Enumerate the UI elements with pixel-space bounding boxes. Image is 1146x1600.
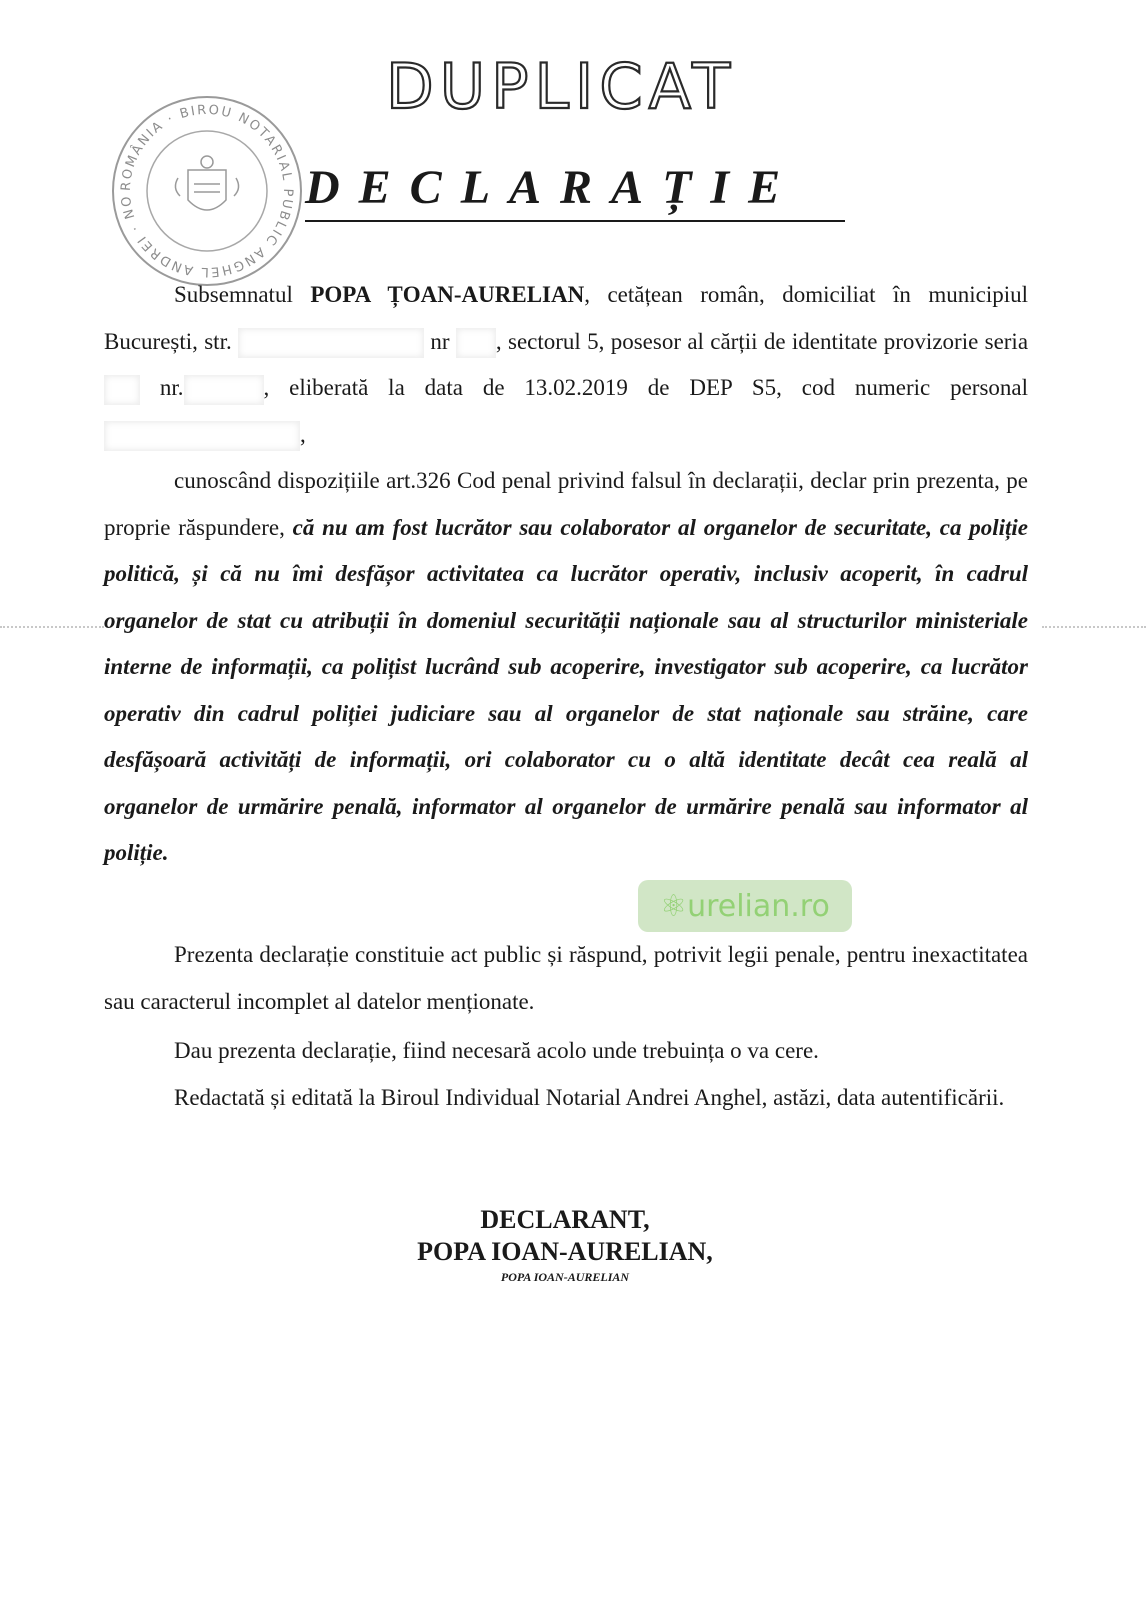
- duplicate-stamp: DUPLICAT: [386, 50, 737, 123]
- seal-text: ROMÂNIA · BIROU NOTARIAL PUBLIC ANGHEL ANDREI · NO: [118, 102, 296, 280]
- identity-text-1: , cetățean român, domiciliat în municipiul București, str.: [104, 282, 1029, 354]
- redacted-id-number: [184, 375, 264, 405]
- redacted-id-series: [104, 375, 140, 405]
- identity-text-6: ,: [300, 421, 306, 447]
- notary-seal: [108, 92, 306, 290]
- public-act-text: Prezenta declarație constituie act public și răspund, potrivit legii penale, pentru inexactitatea sau caracterul incomplet al datelor menționate.: [104, 942, 1028, 1014]
- signature-role: DECLARANT,: [480, 1205, 650, 1234]
- purpose-text: Dau prezenta declarație, fiind necesară acolo unde trebuința o va cere.: [174, 1038, 819, 1063]
- atom-icon: ⚛: [660, 888, 688, 924]
- watermark-badge: [638, 880, 852, 932]
- drafting-text: Redactată și editată la Biroul Individual Notarial Andrei Anghel, astăzi, data autentificării.: [174, 1085, 1005, 1110]
- paragraph-identity: [104, 272, 1028, 458]
- identity-text-3: , sectorul 5, posesor al cărții de identitate provizorie seria: [495, 328, 1029, 354]
- redacted-number: [456, 328, 496, 358]
- identity-lead: Subsemnatul: [174, 282, 293, 307]
- coat-of-arms-icon: [175, 156, 238, 210]
- identity-text-5: , eliberată la data de 13.02.2019 de DEP S5, cod numeric personal: [263, 375, 1028, 400]
- notary-seal-graphic: [108, 92, 306, 290]
- paragraph-declaration: [104, 458, 1028, 877]
- signature-block: [360, 1204, 770, 1286]
- watermark-text: urelian.ro: [687, 888, 830, 924]
- identity-text-4: nr.: [159, 375, 184, 400]
- paragraph-purpose: [104, 1028, 1028, 1075]
- declaration-emphasis: că nu am fost lucrător sau colaborator al organelor de securitate, ca poliție politică, și că nu îmi desfășor activitatea ca lucrător operativ, inclusiv acoperit, în cadrul organelor de stat cu atribuții în domeniul securității naționale sau al structurilor ministeriale interne de informații, ca polițist lucrând sub acoperire, investigator sub acoperire, ca lucrător operativ din cadrul poliției judiciare sau al organelor de stat naționale sau străine, care desfășoară activități de informații, ori colaborator cu o altă identitate decât cea reală al organelor de urmărire penală, informator al organelor de urmărire penală sau informator al poliție.: [104, 514, 1029, 865]
- declarant-name: POPA ȚOAN-AURELIAN: [310, 282, 585, 307]
- signature-small-name: POPA IOAN-AURELIAN: [500, 1270, 630, 1284]
- paragraph-drafting: [104, 1075, 1028, 1122]
- identity-text-2: nr: [430, 328, 450, 354]
- redacted-personal-code: [104, 421, 300, 451]
- scan-artifact-right: [1042, 626, 1146, 630]
- scan-artifact-left: [0, 626, 104, 630]
- document-title: DECLARAȚIE: [305, 158, 845, 222]
- declaration-lead: cunoscând dispozițiile art.326 Cod penal privind falsul în declarații, declar prin prezenta, pe proprie răspundere,: [104, 468, 1028, 540]
- redacted-street: [238, 328, 424, 358]
- signature-name: POPA IOAN-AURELIAN,: [417, 1237, 713, 1266]
- paragraph-public-act: [104, 932, 1028, 1025]
